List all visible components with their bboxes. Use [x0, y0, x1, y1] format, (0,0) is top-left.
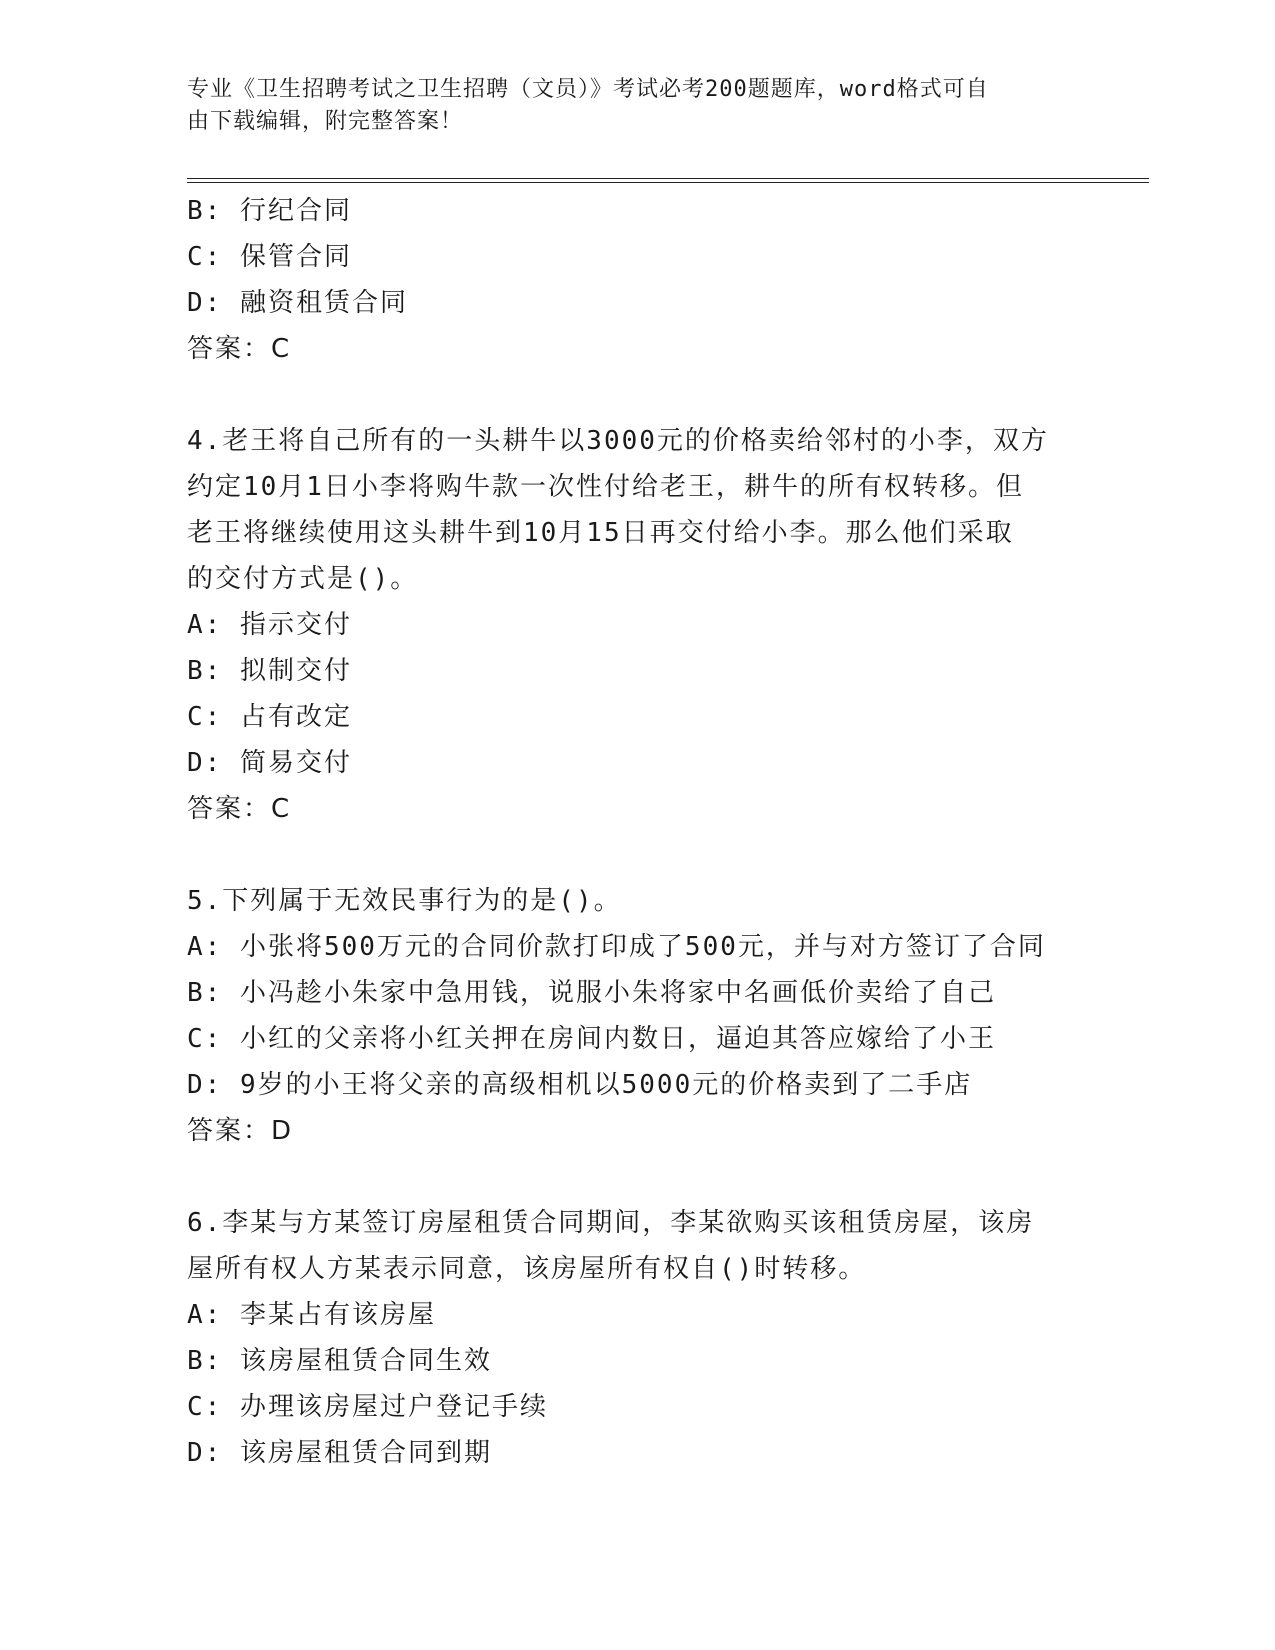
- option-c: C: 办理该房屋过户登记手续: [187, 1392, 548, 1422]
- question-stem: [187, 418, 1087, 602]
- question-stem: [187, 1200, 1087, 1292]
- question-3-tail: [187, 188, 1087, 372]
- spacer: [187, 372, 1087, 418]
- question-6: [187, 1200, 1087, 1476]
- answer-line: 答案：D: [187, 1116, 294, 1146]
- option-c: C: 小红的父亲将小红关押在房间内数日，逼迫其答应嫁给了小王: [187, 1024, 996, 1054]
- option-d: D: 9岁的小王将父亲的高级相机以5000元的价格卖到了二手店: [187, 1070, 973, 1100]
- stem-line: 屋所有权人方某表示同意，该房屋所有权自()时转移。: [187, 1254, 867, 1284]
- question-stem: [187, 878, 1087, 924]
- stem-line: 老王将继续使用这头耕牛到10月15日再交付给小李。那么他们采取: [187, 518, 1014, 548]
- option-b: B: 行纪合同: [187, 196, 352, 226]
- header-divider-top: [187, 178, 1149, 179]
- option-d: D: 该房屋租赁合同到期: [187, 1438, 492, 1468]
- option-c: C: 保管合同: [187, 242, 352, 272]
- header-divider-bottom: [187, 182, 1149, 183]
- option-a: A: 小张将500万元的合同价款打印成了500元，并与对方签订了合同: [187, 932, 1046, 962]
- question-4: [187, 418, 1087, 832]
- option-a: A: 李某占有该房屋: [187, 1300, 436, 1330]
- option-d: D: 融资租赁合同: [187, 288, 408, 318]
- document-header: [187, 74, 1067, 138]
- option-a: A: 指示交付: [187, 610, 352, 640]
- header-line-1: 专业《卫生招聘考试之卫生招聘（文员）》考试必考200题题库，word格式可自: [187, 77, 989, 102]
- question-5: [187, 878, 1087, 1154]
- stem-line: 6.李某与方某签订房屋租赁合同期间，李某欲购买该租赁房屋，该房: [187, 1208, 1035, 1238]
- document-body: [187, 188, 1087, 1476]
- stem-line: 5.下列属于无效民事行为的是()。: [187, 886, 622, 916]
- option-d: D: 简易交付: [187, 748, 352, 778]
- spacer: [187, 1154, 1087, 1200]
- stem-line: 4.老王将自己所有的一头耕牛以3000元的价格卖给邻村的小李，双方: [187, 426, 1049, 456]
- spacer: [187, 832, 1087, 878]
- option-b: B: 小冯趁小朱家中急用钱，说服小朱将家中名画低价卖给了自己: [187, 978, 996, 1008]
- option-c: C: 占有改定: [187, 702, 352, 732]
- header-line-2: 由下载编辑，附完整答案！: [187, 109, 464, 134]
- option-b: B: 该房屋租赁合同生效: [187, 1346, 492, 1376]
- answer-line: 答案：C: [187, 794, 292, 824]
- option-b: B: 拟制交付: [187, 656, 352, 686]
- answer-line: 答案：C: [187, 334, 292, 364]
- stem-line: 的交付方式是()。: [187, 564, 419, 594]
- stem-line: 约定10月1日小李将购牛款一次性付给老王，耕牛的所有权转移。但: [187, 472, 1024, 502]
